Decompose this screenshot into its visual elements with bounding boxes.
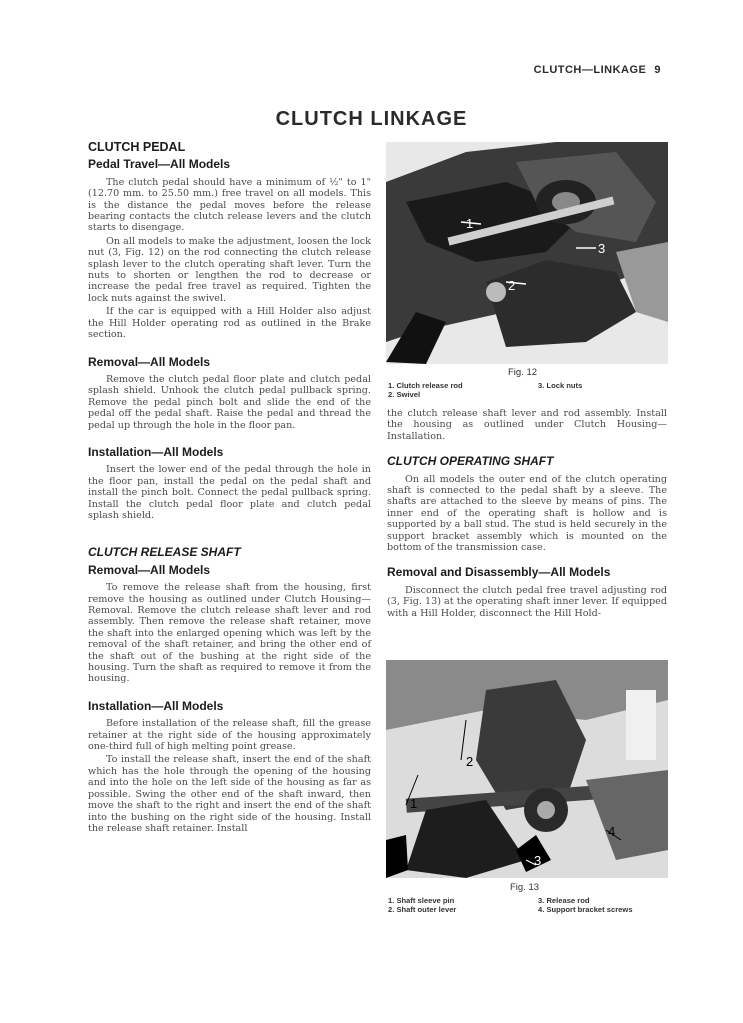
heading-os-removal: Removal and Disassembly—All Models [387, 565, 611, 580]
heading-pedal-travel: Pedal Travel—All Models [88, 157, 231, 172]
legend-item: 2. Shaft outer lever [388, 905, 457, 914]
paragraph: The clutch pedal should have a minimum of ½" to 1" (12.70 mm. to 25.50 mm.) free travel on all models. This is the distance the pedal moves before the release bearing contacts the clutch release levers and the clutch starts to disengage. [88, 176, 371, 234]
legend-item: 1. Shaft sleeve pin [388, 896, 455, 905]
legend-item: 4. Support bracket screws [538, 905, 633, 914]
legend-item: 3. Release rod [538, 896, 590, 905]
fig12-callout-1: 1 [466, 216, 474, 231]
heading-clutch-pedal: CLUTCH PEDAL [88, 140, 186, 154]
fig13-callout-2: 2 [466, 754, 474, 769]
heading-rs-installation: Installation—All Models [88, 698, 224, 713]
figure-13-caption: Fig. 13 [510, 882, 540, 893]
page-number: 9 [654, 64, 661, 76]
figure-13-legend [388, 896, 670, 914]
figure-12-legend [388, 381, 670, 399]
heading-installation: Installation—All Models [88, 444, 224, 459]
legend-item: 2. Swivel [388, 390, 421, 399]
paragraph: the clutch release shaft lever and rod assembly. Install the housing as outlined under Clutch Housing—Installation. [387, 408, 667, 442]
heading-rs-removal: Removal—All Models [88, 562, 211, 577]
paragraph: On all models the outer end of the clutch operating shaft is connected to the pedal shaft by a sleeve. The shafts are attached to the sleeve by means of pins. The inner end of the operating shaft is hollow and is supported by a ball stud. The stud is held securely in the support bracket assembly which is mounted on the bottom of the transmission case. [387, 473, 667, 554]
heading-clutch-release-shaft: CLUTCH RELEASE SHAFT [88, 545, 241, 560]
left-column [88, 142, 371, 836]
figure-12-image [386, 142, 668, 364]
fig12-callout-3: 3 [598, 241, 606, 256]
figure-13-photo [386, 660, 668, 878]
paragraph: To remove the release shaft from the housing, first remove the housing as outlined under Clutch Housing—Removal. Remove the clutch release shaft lever and rod assembly. Then remove the release shaft retainer, move the shaft into the enlarged opening which was left by the removal of the shaft retainer, and bring the other end of the shaft out of the bushing at the right side of the housing. Turn the shaft as required to remove it from the housing. [88, 582, 371, 685]
figure-12-caption: Fig. 12 [508, 367, 538, 378]
fig13-callout-4: 4 [608, 824, 616, 839]
legend-item: 1. Clutch release rod [388, 381, 463, 390]
page-title: CLUTCH LINKAGE [275, 108, 468, 130]
right-column [387, 408, 667, 621]
figure-12-photo [386, 142, 668, 364]
fig13-callout-1: 1 [410, 796, 418, 811]
paragraph: Insert the lower end of the pedal through the hole in the floor pan, install the pedal on the pedal shaft and install the pinch bolt. Connect the pedal pullback spring. Install the clutch pedal floor plate and clutch pedal splash shield. [88, 464, 371, 521]
paragraph: Remove the clutch pedal floor plate and clutch pedal splash shield. Unhook the clutch pedal pullback spring. Remove the pedal pinch bolt and slide the end of the pedal off the pedal shaft. Raise the pedal and thread the pedal up through the hole in the floor pan. [88, 373, 371, 431]
paragraph: If the car is equipped with a Hill Holder also adjust the Hill Holder operating rod as outlined in the Brake section. [88, 306, 371, 341]
fig13-callout-3: 3 [534, 853, 542, 868]
legend-item: 3. Lock nuts [538, 381, 583, 390]
figure-13-image [386, 660, 668, 878]
heading-clutch-operating-shaft: CLUTCH OPERATING SHAFT [387, 454, 554, 469]
heading-removal: Removal—All Models [88, 354, 211, 369]
paragraph: On all models to make the adjustment, loosen the lock nut (3, Fig. 12) on the rod connecting the clutch release splash lever to the clutch operating shaft lever. Turn the nuts to shorten or lengthen the rod to decrease or increase the pedal free travel as required. Tighten the lock nuts against the swivel. [88, 235, 371, 304]
paragraph: Disconnect the clutch pedal free travel adjusting rod (3, Fig. 13) at the operating shaft inner lever. If equipped with a Hill Holder, disconnect the Hill Hold- [387, 584, 667, 619]
header-section: CLUTCH—LINKAGE [533, 64, 647, 76]
paragraph: Before installation of the release shaft, fill the grease retainer at the right side of the housing approximately one-third full of high melting point grease. [88, 718, 371, 753]
fig12-callout-2: 2 [508, 278, 516, 293]
paragraph: To install the release shaft, insert the end of the shaft which has the hole through the opening of the housing and into the hole on the left side of the housing as far as possible. Swing the other end of the shaft inward, then move the shaft to the right and insert the end of the shaft into the bushing on the right side of the housing. Install the release shaft retainer. Install [88, 754, 371, 834]
running-header [534, 64, 661, 76]
